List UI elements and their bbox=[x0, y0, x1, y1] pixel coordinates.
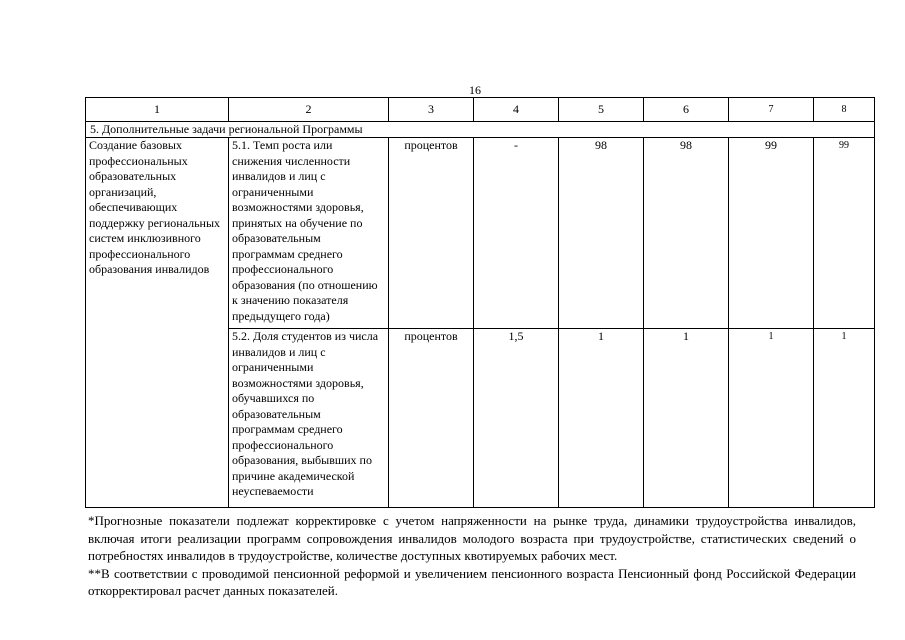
table-row bbox=[86, 138, 875, 329]
indicator-cell: 5.1. Темп роста или снижения численности инвалидов и лиц с ограниченными возможностями здоровья, принятых на обучение по образовательным программам среднего профессионального образования (по отношению к значению показателя предыдущего года) bbox=[229, 138, 389, 329]
value-cell-8: 1 bbox=[814, 329, 875, 508]
section-row bbox=[86, 122, 875, 138]
indicators-table bbox=[85, 97, 875, 508]
footnotes bbox=[88, 512, 856, 600]
value-cell-6: 1 bbox=[644, 329, 729, 508]
header-row bbox=[86, 98, 875, 122]
header-cell-5: 5 bbox=[559, 98, 644, 122]
unit-cell: процентов bbox=[389, 138, 474, 329]
value-cell-5: 98 bbox=[559, 138, 644, 329]
value-cell-7: 1 bbox=[729, 329, 814, 508]
value-cell-8: 99 bbox=[814, 138, 875, 329]
value-cell-4: 1,5 bbox=[474, 329, 559, 508]
value-cell-5: 1 bbox=[559, 329, 644, 508]
value-cell-6: 98 bbox=[644, 138, 729, 329]
header-cell-8: 8 bbox=[814, 98, 875, 122]
page-number: 16 bbox=[469, 83, 481, 97]
section-title: 5. Дополнительные задачи региональной Программы bbox=[86, 122, 875, 138]
header-cell-6: 6 bbox=[644, 98, 729, 122]
header-cell-2: 2 bbox=[229, 98, 389, 122]
value-cell-4: - bbox=[474, 138, 559, 329]
footnote-2: **В соответствии с проводимой пенсионной реформой и увеличением пенсионного возраста Пенсионный фонд Российской Федерации откорректировал расчет данных показателей. bbox=[88, 565, 856, 598]
task-cell: Создание базовых профессиональных образовательных организаций, обеспечивающих поддержку региональных систем инклюзивного профессионального образования инвалидов bbox=[86, 138, 229, 508]
footnote-1: *Прогнозные показатели подлежат корректировке с учетом напряженности на рынке труда, динамики трудоустройства инвалидов, включая итоги реализации программ сопровождения инвалидов молодого возраста при трудоустройстве, статистических сведений о потребностях инвалидов в трудоустройстве, количестве доступных квотируемых рабочих мест. bbox=[88, 513, 856, 563]
indicator-cell: 5.2. Доля студентов из числа инвалидов и лиц с ограниченными возможностями здоровья, обучавшихся по образовательным программам среднего профессионального образования, выбывших по причине академической неуспеваемости bbox=[229, 329, 389, 508]
header-cell-7: 7 bbox=[729, 98, 814, 122]
header-cell-4: 4 bbox=[474, 98, 559, 122]
value-cell-7: 99 bbox=[729, 138, 814, 329]
header-cell-1: 1 bbox=[86, 98, 229, 122]
unit-cell: процентов bbox=[389, 329, 474, 508]
header-cell-3: 3 bbox=[389, 98, 474, 122]
